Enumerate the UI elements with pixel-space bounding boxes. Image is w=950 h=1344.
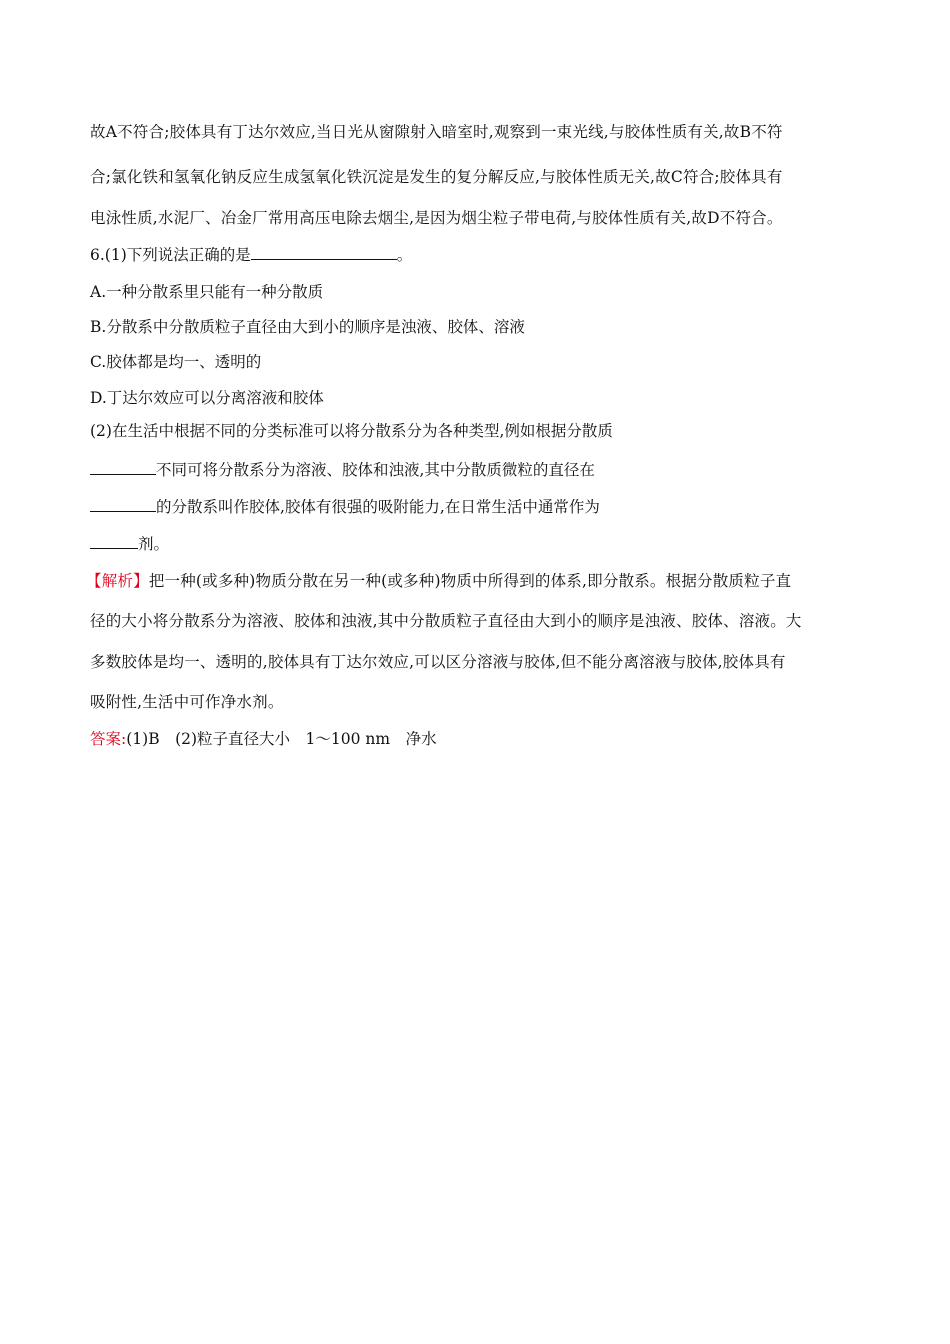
analysis-line-3: 多数胶体是均一、透明的,胶体具有丁达尔效应,可以区分溶液与胶体,但不能分离溶液与胶体,胶体具有 — [90, 653, 786, 671]
question-6-part-2-line-2 — [90, 459, 865, 481]
answer-blank-4 — [90, 534, 138, 549]
option-a: A.一种分散系里只能有一种分散质 — [90, 283, 324, 301]
analysis-text-1: 把一种(或多种)物质分散在另一种(或多种)物质中所得到的体系,即分散系。根据分散质粒子直 — [148, 572, 792, 590]
question-6-part-2-line-4 — [90, 533, 865, 555]
answer-line — [90, 728, 865, 750]
answer-label: 答案: — [90, 730, 127, 748]
question-6-part-2-text-3: 的分散系叫作胶体,胶体有很强的吸附能力,在日常生活中通常作为 — [156, 498, 600, 516]
answer-blank-2 — [90, 460, 156, 475]
question-6-part-2-line-1: (2)在生活中根据不同的分类标准可以将分散系分为各种类型,例如根据分散质 — [90, 422, 613, 440]
analysis-line-1 — [86, 570, 861, 592]
question-6-part-1 — [90, 244, 865, 266]
intro-explanation-line-1: 故A不符合;胶体具有丁达尔效应,当日光从窗隙射入暗室时,观察到一束光线,与胶体性质有关,故B不符 — [90, 123, 783, 141]
question-6-stem: 6.(1)下列说法正确的是 — [90, 246, 251, 264]
analysis-line-4: 吸附性,生活中可作净水剂。 — [90, 693, 284, 711]
answer-blank-1 — [251, 245, 397, 260]
answer-text: (1)B (2)粒子直径大小 1～100 nm 净水 — [126, 730, 437, 748]
option-c: C.胶体都是均一、透明的 — [90, 353, 262, 371]
option-b: B.分散系中分散质粒子直径由大到小的顺序是浊液、胶体、溶液 — [90, 318, 525, 336]
analysis-line-2: 径的大小将分散系分为溶液、胶体和浊液,其中分散质粒子直径由大到小的顺序是浊液、胶体、溶液。大 — [90, 612, 802, 630]
question-6-stem-end: 。 — [396, 246, 413, 264]
intro-explanation-line-2: 合;氯化铁和氢氧化钠反应生成氢氧化铁沉淀是发生的复分解反应,与胶体性质无关,故C符合;胶体具有 — [90, 168, 783, 186]
question-6-part-2-text-2: 不同可将分散系分为溶液、胶体和浊液,其中分散质微粒的直径在 — [156, 461, 595, 479]
answer-blank-3 — [90, 497, 156, 512]
question-6-part-2-line-3 — [90, 496, 865, 518]
option-d: D.丁达尔效应可以分离溶液和胶体 — [90, 389, 324, 407]
intro-explanation-line-3: 电泳性质,水泥厂、冶金厂常用高压电除去烟尘,是因为烟尘粒子带电荷,与胶体性质有关,故D不符合。 — [90, 209, 783, 227]
question-6-part-2-text-4: 剂。 — [138, 535, 170, 553]
analysis-label: 【解析】 — [86, 572, 149, 590]
